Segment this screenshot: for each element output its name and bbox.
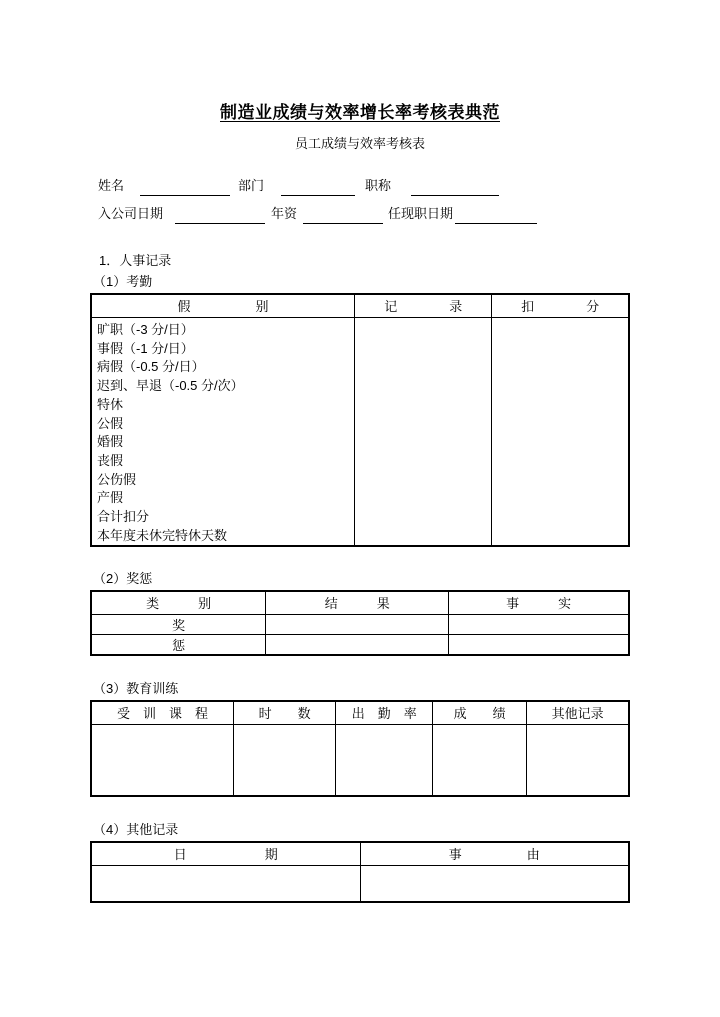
- hire-date-blank[interactable]: [175, 207, 265, 224]
- leave-type-list: [91, 318, 355, 547]
- other-records-date-cell[interactable]: [91, 865, 360, 902]
- name-blank[interactable]: [140, 179, 230, 196]
- department-label: 部门: [238, 178, 265, 193]
- subsection-training-heading: （3）教育训练: [93, 681, 179, 697]
- field-row-1: [90, 172, 630, 196]
- training-table: [90, 700, 630, 797]
- leave-type-item: 事假（-1 分/日）: [97, 340, 194, 356]
- reward-result-cell[interactable]: [266, 615, 449, 635]
- seniority-blank[interactable]: [303, 207, 383, 224]
- punishment-fact-cell[interactable]: [449, 635, 629, 656]
- other-records-header-row: [91, 842, 629, 866]
- hire-date-label: 入公司日期: [98, 206, 164, 221]
- employee-info-fields: [90, 172, 630, 224]
- leave-type-item: 病假（-0.5 分/日）: [97, 359, 205, 375]
- rewards-col-result: 结 果: [266, 591, 449, 615]
- page-title: 制造业成绩与效率增长率考核表典范: [220, 103, 500, 122]
- current-post-date-label: 任现职日期: [388, 206, 454, 221]
- seniority-label: 年资: [271, 206, 298, 221]
- attendance-header-row: [91, 294, 629, 318]
- leave-type-item: 旷职（-3 分/日）: [97, 322, 194, 337]
- other-records-col-reason: 事 由: [360, 842, 629, 866]
- name-label: 姓名: [98, 178, 125, 193]
- training-body-row: [91, 725, 629, 796]
- attendance-col-record: 记 录: [355, 294, 492, 318]
- training-col-score: 成 绩: [433, 701, 527, 725]
- training-col-hours: 时 数: [234, 701, 336, 725]
- attendance-deduction-cell[interactable]: [492, 318, 629, 547]
- attendance-col-deduction: 扣 分: [492, 294, 629, 318]
- leave-type-item: 产假: [97, 490, 124, 506]
- attendance-record-cell[interactable]: [355, 318, 492, 547]
- rewards-col-category: 类 别: [91, 591, 266, 615]
- section-personnel-heading: 1．人事记录: [99, 253, 172, 268]
- training-hours-cell[interactable]: [234, 725, 336, 796]
- other-records-col-date: 日 期: [91, 842, 360, 866]
- subsection-attendance-heading: （1）考勤: [93, 274, 153, 289]
- leave-type-item: 公假: [97, 415, 124, 431]
- field-row-2: [90, 200, 630, 224]
- page-subtitle: 员工成绩与效率考核表: [294, 136, 425, 151]
- leave-type-item: 公伤假: [97, 471, 137, 487]
- punishment-row: [91, 635, 629, 656]
- reward-category-label: 奖: [91, 615, 266, 635]
- rewards-table: [90, 590, 630, 656]
- punishment-result-cell[interactable]: [266, 635, 449, 656]
- training-col-other: 其他记录: [527, 701, 629, 725]
- job-title-label: 职称: [365, 178, 392, 193]
- attendance-table: [90, 293, 630, 547]
- leave-type-item: 婚假: [97, 434, 124, 450]
- other-records-reason-cell[interactable]: [360, 865, 629, 902]
- training-course-cell[interactable]: [91, 725, 234, 796]
- other-records-body-row: [91, 865, 629, 902]
- current-post-date-blank[interactable]: [455, 207, 537, 224]
- leave-type-item: 本年度未休完特休天数: [97, 527, 228, 543]
- attendance-col-leave-type: 假 别: [91, 294, 355, 318]
- document-content: [90, 0, 630, 903]
- attendance-body-row: [91, 318, 629, 547]
- subsection-rewards-heading: （2）奖惩: [93, 571, 153, 587]
- training-col-attendance-rate: 出 勤 率: [336, 701, 433, 725]
- department-blank[interactable]: [281, 179, 355, 196]
- training-other-cell[interactable]: [527, 725, 629, 796]
- rewards-header-row: [91, 591, 629, 615]
- leave-type-item: 特休: [97, 396, 124, 412]
- leave-type-item: 丧假: [97, 452, 124, 468]
- subsection-other-records-heading: （4）其他记录: [93, 821, 179, 837]
- rewards-col-fact: 事 实: [449, 591, 629, 615]
- leave-type-item: 迟到、早退（-0.5 分/次）: [97, 378, 244, 394]
- job-title-blank[interactable]: [411, 179, 499, 196]
- training-header-row: [91, 701, 629, 725]
- training-score-cell[interactable]: [433, 725, 527, 796]
- reward-row: [91, 615, 629, 635]
- reward-fact-cell[interactable]: [449, 615, 629, 635]
- other-records-table: [90, 841, 630, 904]
- punishment-category-label: 惩: [91, 635, 266, 656]
- leave-type-item: 合计扣分: [97, 509, 150, 525]
- training-col-course: 受 训 课 程: [91, 701, 234, 725]
- training-attendance-rate-cell[interactable]: [336, 725, 433, 796]
